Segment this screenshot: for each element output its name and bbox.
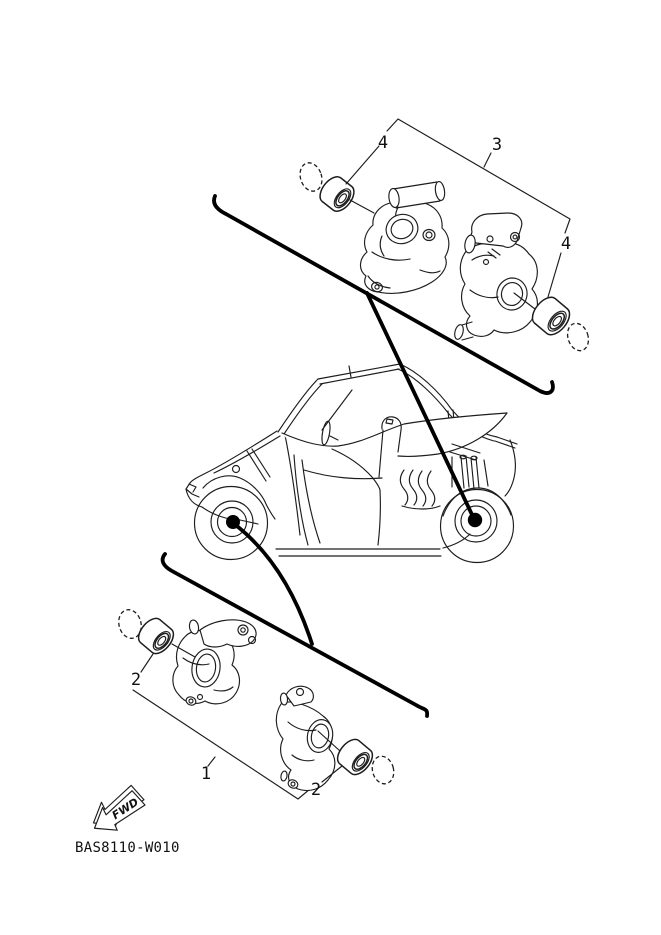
snap-ring-top-right <box>564 321 592 354</box>
bearing-top-left-assembly-line <box>350 200 374 213</box>
bottom-assembly-group <box>116 607 397 800</box>
wheel-bearing-bottom-left <box>134 614 178 658</box>
rear-knuckle-left <box>360 181 448 293</box>
wheel-bearing-top-left <box>316 173 359 216</box>
callout-assembly-top[interactable]: 3 <box>491 135 503 155</box>
wheel-bearing-bottom-right <box>333 735 377 779</box>
callout-4-top-right-leader <box>548 253 561 297</box>
vehicle-illustration <box>186 364 517 563</box>
callout-2-bottom-left-leader <box>141 654 153 672</box>
rear-wheel-hub-dot <box>468 513 482 527</box>
callout-bearing-bottom-left[interactable]: 2 <box>130 670 142 690</box>
callout-assembly-bottom[interactable]: 1 <box>200 764 212 784</box>
fwd-arrow <box>85 782 150 840</box>
callout-bearing-top-left[interactable]: 4 <box>377 133 389 153</box>
callout-3-leader <box>484 153 491 167</box>
top-assembly-group <box>297 119 592 353</box>
front-knuckle-left <box>173 619 256 706</box>
callout-bearing-top-right[interactable]: 4 <box>560 234 572 254</box>
callout-bearing-bottom-right[interactable]: 2 <box>310 780 322 800</box>
rear-knuckle-right <box>453 213 537 340</box>
front-wheel-hub-dot <box>226 515 240 529</box>
drawing-code: BAS8110-W010 <box>75 840 180 856</box>
rocker-panel <box>276 549 441 556</box>
fwd-label: FWD <box>109 795 141 823</box>
snap-ring-bottom-right <box>369 754 397 786</box>
callout-4-top-left-leader <box>346 146 379 184</box>
